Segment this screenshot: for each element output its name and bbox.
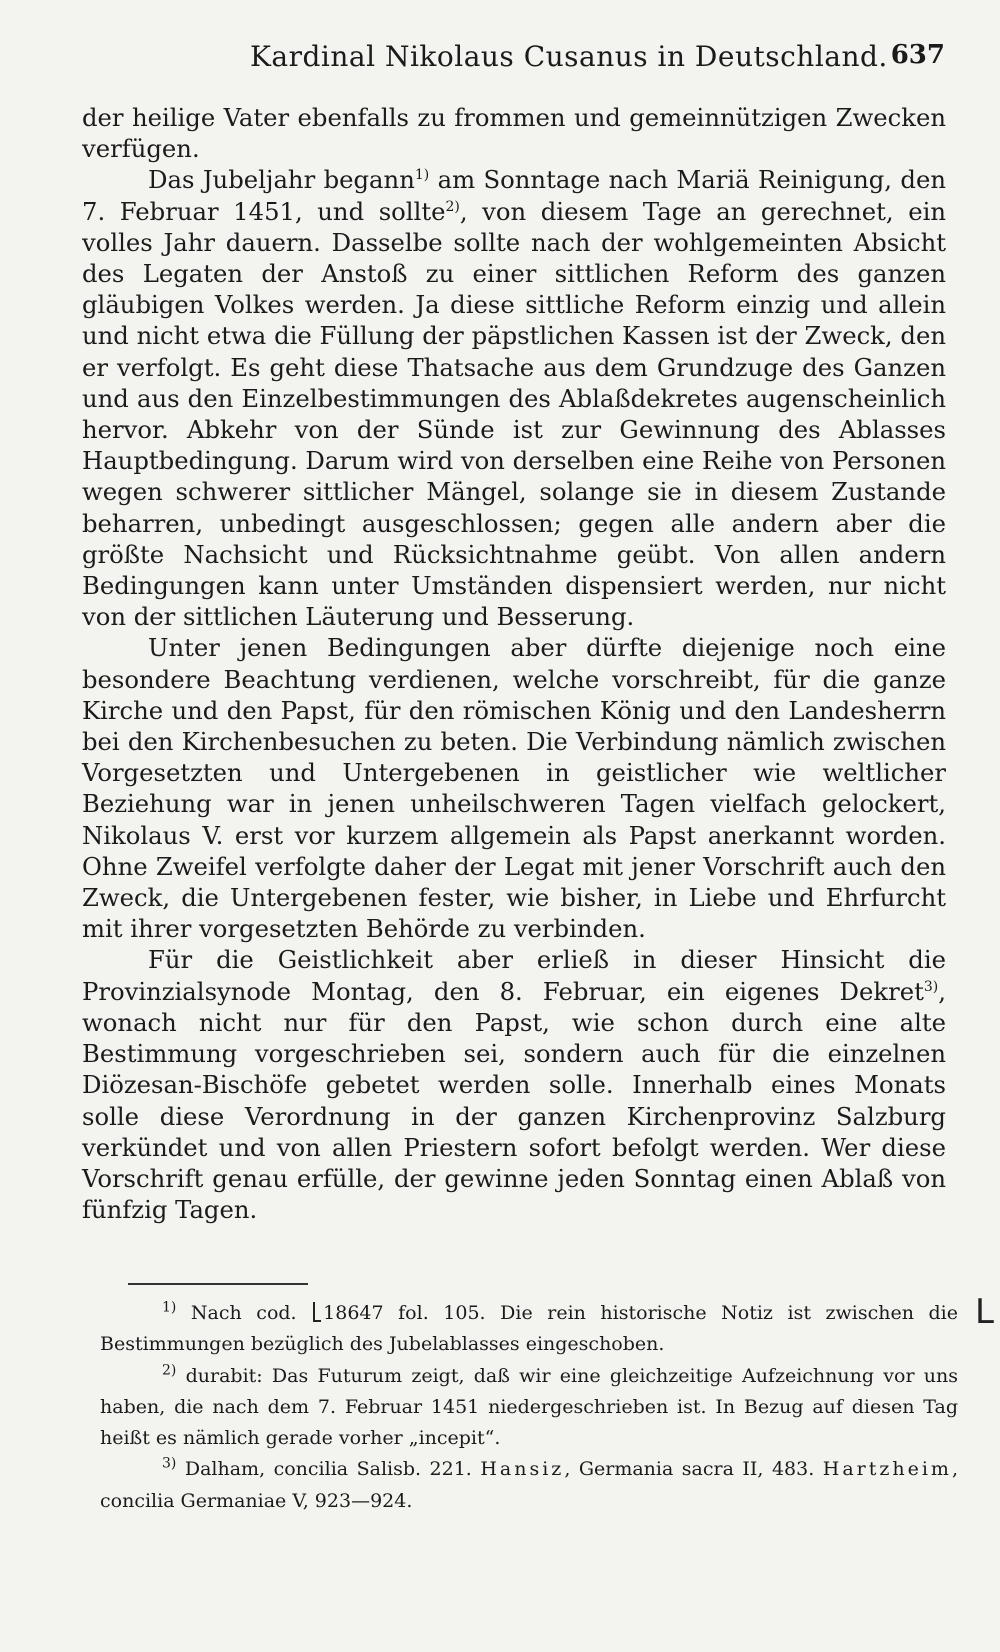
p2-part-b: am Sonntage nach Mariä Reinigung, den 7. Februar 1451, und sollte	[82, 165, 946, 226]
paragraph-2	[82, 164, 946, 632]
paragraph-3: Unter jenen Bedingungen aber dürfte diejenige noch eine besondere Beachtung verdienen, welche vorschreibt, für die ganze Kirche und den Papst, für den römischen König und den Landesherrn bei den Kirchenbesuchen zu beten. Die Verbindung nämlich zwischen Vorgesetzten und Untergebenen in geistlicher wie weltlicher Beziehung war in jenen unheilschweren Tagen vielfach gelockert, Nikolaus V. erst vor kurzem allgemein als Papst anerkannt worden. Ohne Zweifel verfolgte daher der Legat mit jener Vorschrift auch den Zweck, die Untergebenen fester, wie bisher, in Liebe und Ehrfurcht mit ihrer vorgesetzten Behörde zu verbinden.	[82, 633, 946, 944]
footnote-2-text: durabit: Das Futurum zeigt, daß wir eine gleichzeitige Aufzeichnung vor uns haben, die nach dem 7. Februar 1451 niedergeschrieben ist. In Bezug auf diesen Tag heißt es nämlich gerade vorher „incepit“.	[100, 1364, 958, 1450]
footnote-1	[100, 1298, 958, 1361]
footnote-3-part-c: , concilia Germaniae V, 923—924.	[100, 1458, 958, 1512]
footnote-1-part-b: 18647 fol. 105. Die rein historische Notiz ist zwischen die Bestimmungen bezüglich des Jubelablasses eingeschoben.	[100, 1302, 958, 1356]
bracket-mark	[313, 1302, 321, 1322]
p2-part-a: Das Jubeljahr begann	[148, 165, 415, 195]
paragraph-4	[82, 944, 946, 1225]
footnote-3	[100, 1454, 958, 1517]
footnote-divider	[128, 1283, 308, 1285]
p4-part-b: , wonach nicht nur für den Papst, wie schon durch eine alte Bestimmung vorgeschrieben sei, sondern auch für die einzelnen Diözesan-Bischöfe gebetet werden solle. Innerhalb eines Monats solle diese Verordnung in der ganzen Kirchenprovinz Salzburg verkündet und von allen Priestern sofort befolgt werden. Wer diese Vorschrift genau erfülle, der gewinne jeden Sonntag einen Ablaß von fünfzig Tagen.	[82, 976, 946, 1225]
main-text	[82, 102, 946, 1225]
footnote-2-mark: 2)	[162, 1362, 177, 1379]
footnote-3-author-3: Hartzheim	[822, 1458, 952, 1481]
running-head	[0, 40, 1000, 80]
footnote-1-part-a: Nach cod.	[176, 1302, 297, 1324]
footnote-2	[100, 1361, 958, 1455]
footnote-3-mark: 3)	[162, 1456, 177, 1473]
footnote-ref-2: 2)	[445, 198, 460, 215]
footnote-ref-3: 3)	[923, 978, 939, 995]
footnotes	[100, 1298, 958, 1517]
footnote-3-part-a: Dalham, concilia Salisb. 221.	[176, 1458, 481, 1481]
footnote-ref-1: 1)	[414, 167, 430, 184]
margin-handwritten-mark: L	[975, 1292, 994, 1332]
page-number: 637	[890, 40, 945, 70]
p2-part-c: , von diesem Tage an gerechnet, ein volles Jahr dauern. Dasselbe sollte nach der wohlgemeinten Absicht des Legaten der Anstoß zu einer sittlichen Reform des ganzen gläubigen Volkes werden. Ja diese sittliche Reform einzig und allein und nicht etwa die Füllung der päpstlichen Kassen ist der Zweck, den er verfolgt. Es geht diese Thatsache aus dem Grundzuge des Ganzen und aus den Einzelbestimmungen des Ablaßdekretes augenscheinlich hervor. Abkehr von der Sünde ist zur Gewinnung des Ablasses Hauptbedingung. Darum wird von derselben eine Reihe von Personen wegen schwerer sittlicher Mängel, solange sie in diesem Zustande beharren, unbedingt ausgeschlossen; gegen alle andern aber die größte Nachsicht und Rücksichtnahme geübt. Von allen andern Bedingungen kann unter Umständen dispensiert werden, nur nicht von der sittlichen Läuterung und Besserung.	[82, 196, 946, 632]
footnote-3-part-b: , Germania sacra II, 483.	[564, 1458, 823, 1481]
footnote-1-mark: 1)	[162, 1299, 177, 1316]
footnote-3-author-2: Hansiz	[480, 1458, 565, 1481]
running-title: Kardinal Nikolaus Cusanus in Deutschland.	[250, 40, 888, 73]
p4-part-a: Für die Geistlichkeit aber erließ in dieser Hinsicht die Provinzialsynode Montag, den 8. Februar, ein eigenes Dekret	[82, 945, 946, 1006]
paragraph-1: der heilige Vater ebenfalls zu frommen und gemeinnützigen Zwecken verfügen.	[82, 103, 946, 164]
